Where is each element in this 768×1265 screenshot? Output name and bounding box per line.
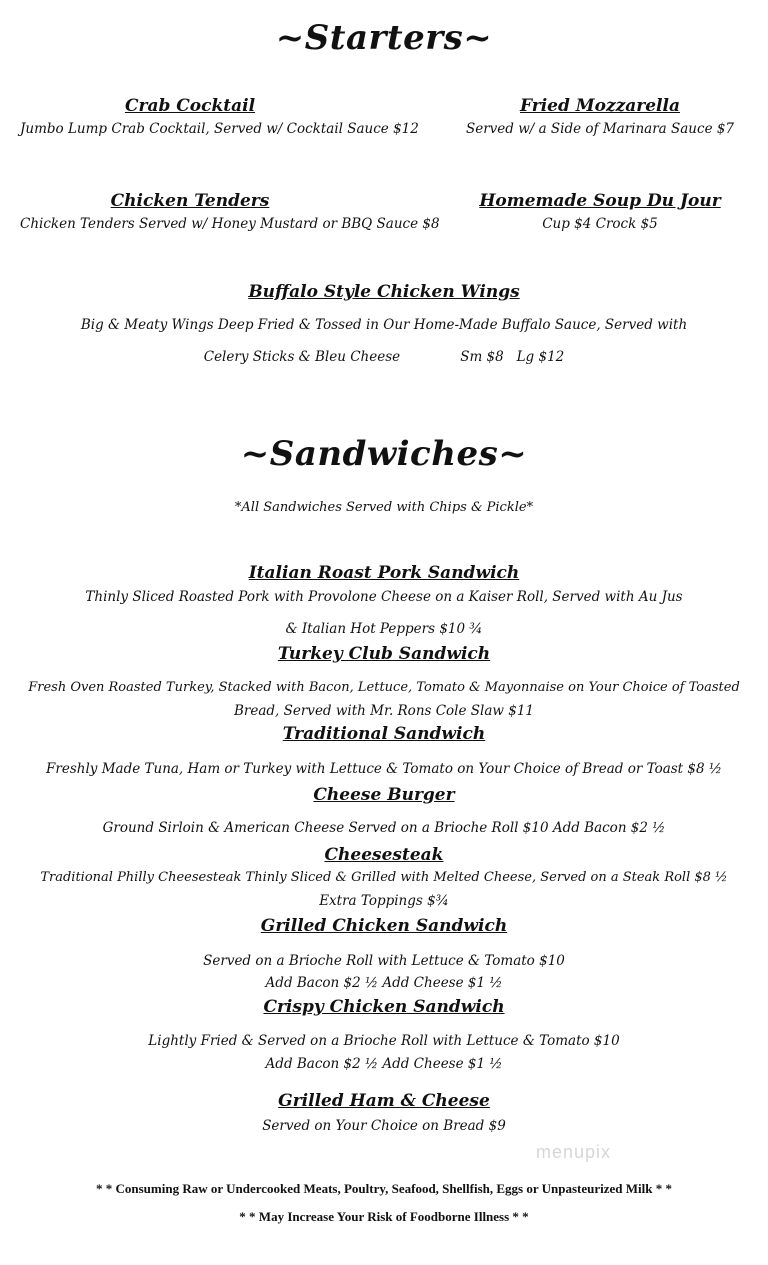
crab-cocktail <box>20 96 419 137</box>
cheesesteak-name: Cheesesteak <box>324 845 444 865</box>
grilled-ham-cheese-name: Grilled Ham & Cheese <box>278 1091 490 1111</box>
fried-mozzarella <box>450 96 750 137</box>
fried-mozzarella-name: Fried Mozzarella <box>520 96 680 116</box>
italian-roast-pork-desc-2: & Italian Hot Peppers $10 ¾ <box>285 621 483 637</box>
italian-roast-pork-name: Italian Roast Pork Sandwich <box>248 563 520 583</box>
cheesesteak-desc-1: Traditional Philly Cheesesteak Thinly Sliced & Grilled with Melted Cheese, Served on a Steak Roll $8 ½ <box>40 870 728 885</box>
footer-warning-1: * * Consuming Raw or Undercooked Meats, Poultry, Seafood, Shellfish, Eggs or Unpasteurized Milk * * <box>95 1181 672 1196</box>
turkey-club-desc-1: Fresh Oven Roasted Turkey, Stacked with Bacon, Lettuce, Tomato & Mayonnaise on Your Choice of Toasted <box>28 680 740 695</box>
watermark: menupix <box>536 1142 612 1162</box>
cheese-burger-desc: Ground Sirloin & American Cheese Served on a Brioche Roll $10 Add Bacon $2 ½ <box>102 820 666 836</box>
chicken-tenders-name: Chicken Tenders <box>110 191 270 211</box>
grilled-ham-cheese-desc: Served on Your Choice on Bread $9 <box>262 1118 506 1134</box>
footer-warning-2: * * May Increase Your Risk of Foodborne Illness * * <box>239 1209 529 1224</box>
wings-desc-1: Big & Meaty Wings Deep Fried & Tossed in Our Home-Made Buffalo Sauce, Served with <box>80 317 688 333</box>
soup-du-jour-name: Homemade Soup Du Jour <box>479 191 721 211</box>
grilled-chicken-name: Grilled Chicken Sandwich <box>260 916 508 936</box>
turkey-club-name: Turkey Club Sandwich <box>277 644 491 664</box>
cheese-burger-name: Cheese Burger <box>313 785 455 805</box>
traditional-sandwich-desc: Freshly Made Tuna, Ham or Turkey with Lettuce & Tomato on Your Choice of Bread or Toast $8 ½ <box>46 761 722 777</box>
wings-desc-2: Celery Sticks & Bleu Cheese Sm $8 Lg $12 <box>203 349 565 365</box>
soup-du-jour-desc: Cup $4 Crock $5 <box>542 216 658 232</box>
traditional-sandwich-name: Traditional Sandwich <box>282 724 486 744</box>
grilled-chicken-desc-1: Served on a Brioche Roll with Lettuce & Tomato $10 <box>203 953 565 969</box>
grilled-chicken-desc-2: Add Bacon $2 ½ Add Cheese $1 ½ <box>265 975 503 991</box>
cheesesteak-desc-2: Extra Toppings $¾ <box>319 893 449 909</box>
wings-name: Buffalo Style Chicken Wings <box>248 282 520 302</box>
sandwiches-note: *All Sandwiches Served with Chips & Pickle* <box>234 500 534 515</box>
italian-roast-pork-desc-1: Thinly Sliced Roasted Pork with Provolone Cheese on a Kaiser Roll, Served with Au Jus <box>85 589 683 605</box>
crispy-chicken-name: Crispy Chicken Sandwich <box>263 997 505 1017</box>
soup-du-jour <box>450 191 750 232</box>
starters-title: ~Starters~ <box>275 18 493 58</box>
chicken-tenders-desc: Chicken Tenders Served w/ Honey Mustard or BBQ Sauce $8 <box>20 216 440 232</box>
crab-cocktail-desc: Jumbo Lump Crab Cocktail, Served w/ Cocktail Sauce $12 <box>20 121 419 137</box>
crab-cocktail-name: Crab Cocktail <box>124 96 256 116</box>
turkey-club-desc-2: Bread, Served with Mr. Rons Cole Slaw $11 <box>233 703 535 719</box>
crispy-chicken-desc-2: Add Bacon $2 ½ Add Cheese $1 ½ <box>265 1056 503 1072</box>
fried-mozzarella-desc: Served w/ a Side of Marinara Sauce $7 <box>465 121 735 137</box>
crispy-chicken-desc-1: Lightly Fried & Served on a Brioche Roll with Lettuce & Tomato $10 <box>148 1033 620 1049</box>
chicken-tenders <box>20 191 440 232</box>
sandwiches-title: ~Sandwiches~ <box>240 434 528 474</box>
